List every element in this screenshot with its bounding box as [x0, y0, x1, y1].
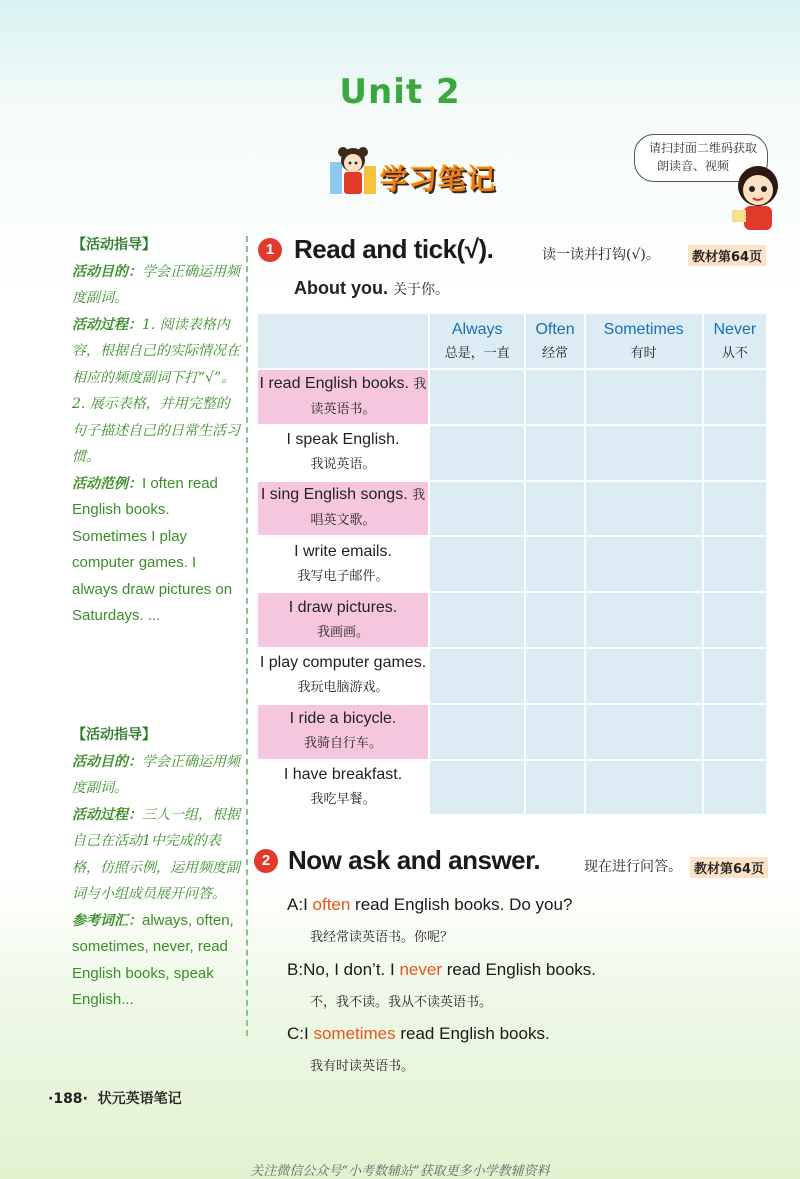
guide-heading: 【活动指导】 — [72, 237, 156, 253]
activity-cell — [257, 425, 429, 481]
tick-cell[interactable] — [429, 648, 525, 704]
unit-title: Unit 2 — [339, 72, 461, 112]
table-row — [257, 481, 767, 537]
activity-en: I play computer games. — [259, 654, 427, 672]
tick-cell[interactable] — [525, 425, 584, 481]
purpose-text: 学会正确运用频度副词。 — [72, 753, 240, 796]
section1-title: Read and tick(√). — [294, 234, 494, 264]
activity-en: I sing English songs. — [260, 486, 408, 504]
section1-title-cn: 读一读并打钩(√)。 — [542, 247, 660, 263]
tick-cell[interactable] — [703, 704, 767, 760]
tick-cell[interactable] — [525, 481, 584, 537]
activity-cell — [257, 648, 429, 704]
tick-cell[interactable] — [525, 648, 584, 704]
watermark: 关注微信公众号“小考数辅站”获取更多小学教辅资料 — [250, 1164, 550, 1179]
header-cn: 总是，一直 — [444, 346, 510, 361]
header-cn: 有时 — [630, 346, 657, 361]
qr-tip-line1: 请扫封面二维码获取 — [649, 141, 758, 155]
dialogue-a-cn: 我经常读英语书。你呢？ — [310, 930, 454, 945]
activity-cell — [257, 704, 429, 760]
frequency-word: sometimes — [313, 1024, 396, 1043]
activity-cell — [257, 592, 429, 648]
section-number-2: 2 — [254, 849, 278, 873]
tick-cell[interactable] — [429, 760, 525, 816]
tick-cell[interactable] — [525, 760, 584, 816]
process-label: 活动过程： — [72, 806, 142, 823]
dialogue-c — [287, 1024, 550, 1044]
activity-en: I draw pictures. — [288, 598, 398, 616]
activity-cell — [257, 369, 429, 425]
activity-cn: 我吃早餐。 — [310, 791, 376, 807]
table-row — [257, 425, 767, 481]
tick-cell[interactable] — [525, 592, 584, 648]
tick-cell[interactable] — [703, 536, 767, 592]
activity-cn: 我玩电脑游戏。 — [297, 680, 389, 696]
vocab-text: always, often, sometimes, never, read English books, speak English... — [72, 911, 234, 1008]
tick-cell[interactable] — [703, 481, 767, 537]
tick-cell[interactable] — [429, 481, 525, 537]
tick-cell[interactable] — [703, 425, 767, 481]
vocab-label: 参考词汇： — [72, 912, 142, 929]
section2-title: Now ask and answer. — [288, 845, 541, 875]
header-en: Always — [451, 321, 503, 338]
student-girl-icon — [328, 142, 378, 200]
header-en: Sometimes — [603, 321, 684, 338]
table-row — [257, 760, 767, 816]
activity-cn: 我写电子邮件。 — [297, 568, 389, 584]
activity-cn: 我画画。 — [316, 624, 369, 640]
activity-guide-2 — [72, 722, 242, 1014]
process-label: 活动过程： — [72, 316, 142, 333]
table-row — [257, 704, 767, 760]
purpose-label: 活动目的： — [72, 263, 142, 280]
qr-tip-line2: 朗读音、视频 — [657, 159, 730, 173]
activity-en: I ride a bicycle. — [289, 710, 397, 728]
tick-cell[interactable] — [525, 536, 584, 592]
example-text: I often read English books. Sometimes I play computer games. I always draw pictures on Saturdays. ... — [72, 474, 233, 624]
frequency-word: never — [399, 960, 442, 979]
tick-cell[interactable] — [585, 704, 703, 760]
tick-cell[interactable] — [429, 369, 525, 425]
header-never — [703, 313, 767, 369]
activity-cell — [257, 536, 429, 592]
page-footer: ·188· 状元英语笔记 — [48, 1091, 182, 1107]
activity-en: I speak English. — [286, 431, 400, 449]
activity-cell — [257, 481, 429, 537]
tick-cell[interactable] — [525, 369, 584, 425]
header-often — [525, 313, 584, 369]
example-label: 活动范例： — [72, 475, 142, 492]
tick-cell[interactable] — [585, 760, 703, 816]
tick-cell[interactable] — [429, 704, 525, 760]
guide-process — [72, 312, 242, 471]
tick-cell[interactable] — [585, 648, 703, 704]
tick-cell[interactable] — [585, 592, 703, 648]
dialogue-text: read English books. — [441, 960, 597, 979]
dialogue-text: I — [304, 1024, 314, 1043]
activity-cn: 我读英语书。 — [310, 376, 427, 417]
dialogue-b-cn: 不，我不读。我从不读英语书。 — [310, 995, 493, 1010]
activity-en: I have breakfast. — [283, 765, 403, 783]
column-divider — [246, 236, 248, 1036]
tick-cell[interactable] — [703, 648, 767, 704]
section-number-1: 1 — [258, 238, 282, 262]
speaker-b: B: — [287, 960, 304, 979]
guide-process — [72, 802, 242, 908]
table-row — [257, 592, 767, 648]
tick-cell[interactable] — [429, 536, 525, 592]
tick-cell[interactable] — [703, 592, 767, 648]
table-corner — [257, 313, 429, 369]
guide-purpose — [72, 749, 242, 802]
tick-cell[interactable] — [703, 760, 767, 816]
dialogue-text: read English books. Do you? — [350, 895, 573, 914]
header-cn: 从不 — [721, 346, 748, 361]
activity-guide-1 — [72, 232, 242, 630]
tick-cell[interactable] — [429, 592, 525, 648]
process-text: 三人一组，根据自己在活动1中完成的表格，仿照示例，运用频度副词与小组成员展开问答。 — [72, 806, 240, 902]
frequency-table — [256, 312, 768, 816]
guide-vocab — [72, 908, 242, 1014]
table-row — [257, 369, 767, 425]
activity-cell — [257, 760, 429, 816]
section2-title-cn: 现在进行问答。 — [584, 859, 682, 875]
page-number: 188 — [53, 1091, 83, 1107]
purpose-text: 学会正确运用频度副词。 — [72, 263, 240, 306]
header-always — [429, 313, 525, 369]
book-title: 状元英语笔记 — [97, 1091, 182, 1107]
dialogue-text: No, I don’t. I — [303, 960, 400, 979]
tick-cell[interactable] — [429, 425, 525, 481]
dialogue-b — [287, 960, 596, 980]
header-en: Never — [713, 321, 757, 338]
table-header-row — [257, 313, 767, 369]
activity-cn: 我说英语。 — [310, 457, 376, 473]
activity-cn: 我骑自行车。 — [303, 736, 382, 752]
guide-purpose — [72, 259, 242, 312]
tick-cell[interactable] — [585, 536, 703, 592]
tick-cell[interactable] — [585, 425, 703, 481]
table-row — [257, 536, 767, 592]
textbook-ref-1: 教材第64页 — [688, 245, 766, 266]
activity-en: I read English books. — [259, 374, 409, 392]
activity-cn: 我唱英文歌。 — [310, 488, 426, 529]
guide-heading: 【活动指导】 — [72, 727, 156, 743]
dialogue-text: I — [303, 895, 313, 914]
frequency-word: often — [312, 895, 351, 914]
study-notes-banner: 学习笔记 — [380, 163, 497, 196]
header-cn: 经常 — [542, 346, 569, 361]
tick-cell[interactable] — [703, 369, 767, 425]
speaker-c: C: — [287, 1024, 304, 1043]
process-text: 1. 阅读表格内容，根据自己的实际情况在相应的频度副词下打“√”。 2. 展示表格，并用完整的句子描述自己的日常生活习惯。 — [72, 316, 240, 465]
dialogue-c-cn: 我有时读英语书。 — [310, 1059, 415, 1074]
speaker-a: A: — [287, 895, 304, 914]
tick-cell[interactable] — [585, 369, 703, 425]
about-label-cn: 关于你。 — [393, 282, 449, 298]
guide-example — [72, 471, 242, 630]
table-row — [257, 648, 767, 704]
header-en: Often — [535, 321, 575, 338]
dialogue-text: read English books. — [395, 1024, 550, 1043]
mascot-girl-icon — [720, 160, 790, 232]
textbook-ref-2: 教材第64页 — [690, 857, 768, 878]
tick-cell[interactable] — [585, 481, 703, 537]
about-label: About you. — [294, 278, 388, 298]
activity-en: I write emails. — [294, 542, 392, 560]
about-you — [294, 278, 449, 299]
tick-cell[interactable] — [525, 704, 584, 760]
purpose-label: 活动目的： — [72, 753, 142, 770]
header-sometimes — [585, 313, 703, 369]
dialogue-a — [287, 895, 572, 915]
